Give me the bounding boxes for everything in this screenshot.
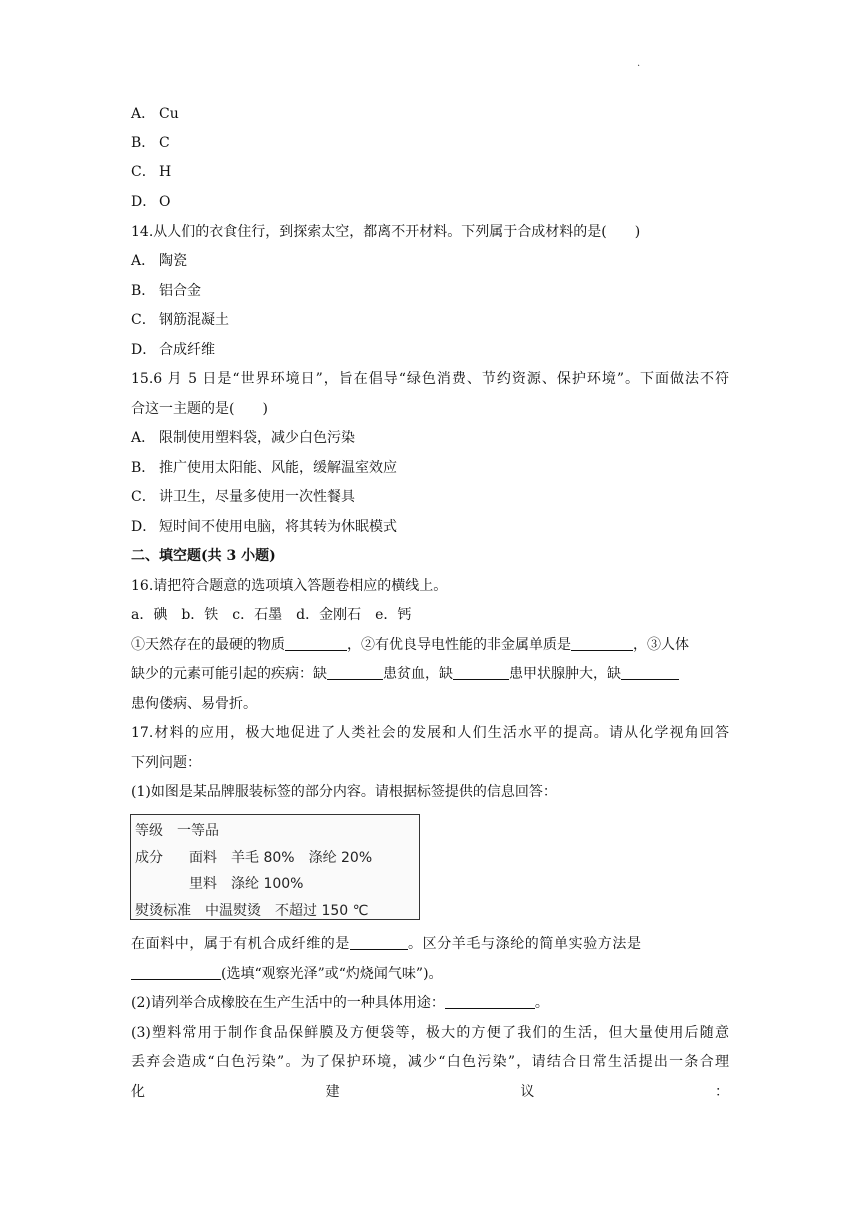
q15-option-c: C． 讲卫生，尽量多使用一次性餐具 (131, 489, 355, 505)
q17-answer1-line1: 在面料中，属于有机合成纤维的是 。区分羊毛与涤纶的简单实验方法是 (131, 936, 642, 952)
q14-stem: 14.从人们的衣食住行，到探索太空，都离不开材料。下列属于合成材料的是( ) (131, 224, 641, 240)
label-grade: 等级 一等品 (135, 823, 219, 839)
label-component-heading: 成分 (135, 850, 163, 866)
q14-option-b: B． 铝合金 (131, 283, 201, 299)
answer-blank[interactable] (131, 965, 221, 980)
q16-choices: a．碘 b．铁 c．石墨 d．金刚石 e．钙 (131, 607, 412, 623)
q14-option-d: D． 合成纤维 (131, 342, 215, 358)
q16-line1: ①天然存在的最硬的物质 ，②有优良导电性能的非金属单质是 ，③人体 (131, 637, 689, 653)
q17-part3-line2: 丢弃会造成“白色污染”。为了保护环境，减少“白色污染”，请结合日常生活提出一条合理 (131, 1054, 729, 1070)
q17-part2: (2)请列举合成橡胶在生产生活中的一种具体用途： 。 (131, 995, 549, 1011)
answer-blank[interactable] (571, 636, 633, 651)
clothing-label-image (130, 814, 420, 920)
label-lining: 里料 涤纶 100% (189, 876, 304, 892)
q17-part1: (1)如图是某品牌服装标签的部分内容。请根据标签提供的信息回答： (131, 784, 557, 800)
answer-blank[interactable] (350, 935, 408, 950)
answer-blank[interactable] (453, 665, 509, 680)
q15-option-b: B． 推广使用太阳能、风能，缓解温室效应 (131, 460, 397, 476)
q13-option-a: A． Cu (131, 106, 179, 122)
q13-option-b: B． C (131, 135, 170, 151)
section-title: 二、填空题(共 3 小题) (131, 548, 276, 564)
label-ironing: 熨烫标准 中温熨烫 不超过 150 ℃ (135, 903, 369, 919)
q13-option-d: D． O (131, 194, 171, 210)
q13-option-c: C． H (131, 164, 172, 180)
answer-blank[interactable] (621, 665, 679, 680)
q15-option-a: A． 限制使用塑料袋，减少白色污染 (131, 430, 355, 446)
q15-option-d: D． 短时间不使用电脑，将其转为休眠模式 (131, 519, 397, 535)
answer-blank[interactable] (327, 665, 383, 680)
page-mark: . (637, 58, 641, 69)
q17-part3-line1: (3)塑料常用于制作食品保鲜膜及方便袋等，极大的方便了我们的生活，但大量使用后随意 (131, 1025, 729, 1041)
q17-part3-line3: 化 建 议 ： (131, 1084, 729, 1100)
q17-stem-line1: 17.材料的应用，极大地促进了人类社会的发展和人们生活水平的提高。请从化学视角回答 (131, 725, 729, 741)
q17-answer1-line2: (选填“观察光泽”或“灼烧闻气味”)。 (131, 964, 443, 984)
q17-stem-line2: 下列问题： (131, 755, 201, 771)
answer-blank[interactable] (285, 636, 347, 651)
label-fabric: 面料 羊毛 80% 涤纶 20% (189, 850, 373, 866)
q15-stem-line1: 15.6 月 5 日是“世界环境日”，旨在倡导“绿色消费、节约资源、保护环境”。下面做法不符 (131, 371, 729, 387)
q16-stem: 16.请把符合题意的选项填入答题卷相应的横线上。 (131, 578, 448, 594)
q14-option-c: C． 钢筋混凝土 (131, 312, 229, 328)
q15-stem-line2: 合这一主题的是( ) (131, 401, 268, 417)
q16-line3: 患佝偻病、易骨折。 (131, 696, 257, 712)
answer-blank[interactable] (445, 994, 535, 1009)
q16-line2: 缺少的元素可能引起的疾病：缺 患贫血，缺 患甲状腺肿大，缺 (131, 664, 679, 684)
q14-option-a: A． 陶瓷 (131, 253, 187, 269)
